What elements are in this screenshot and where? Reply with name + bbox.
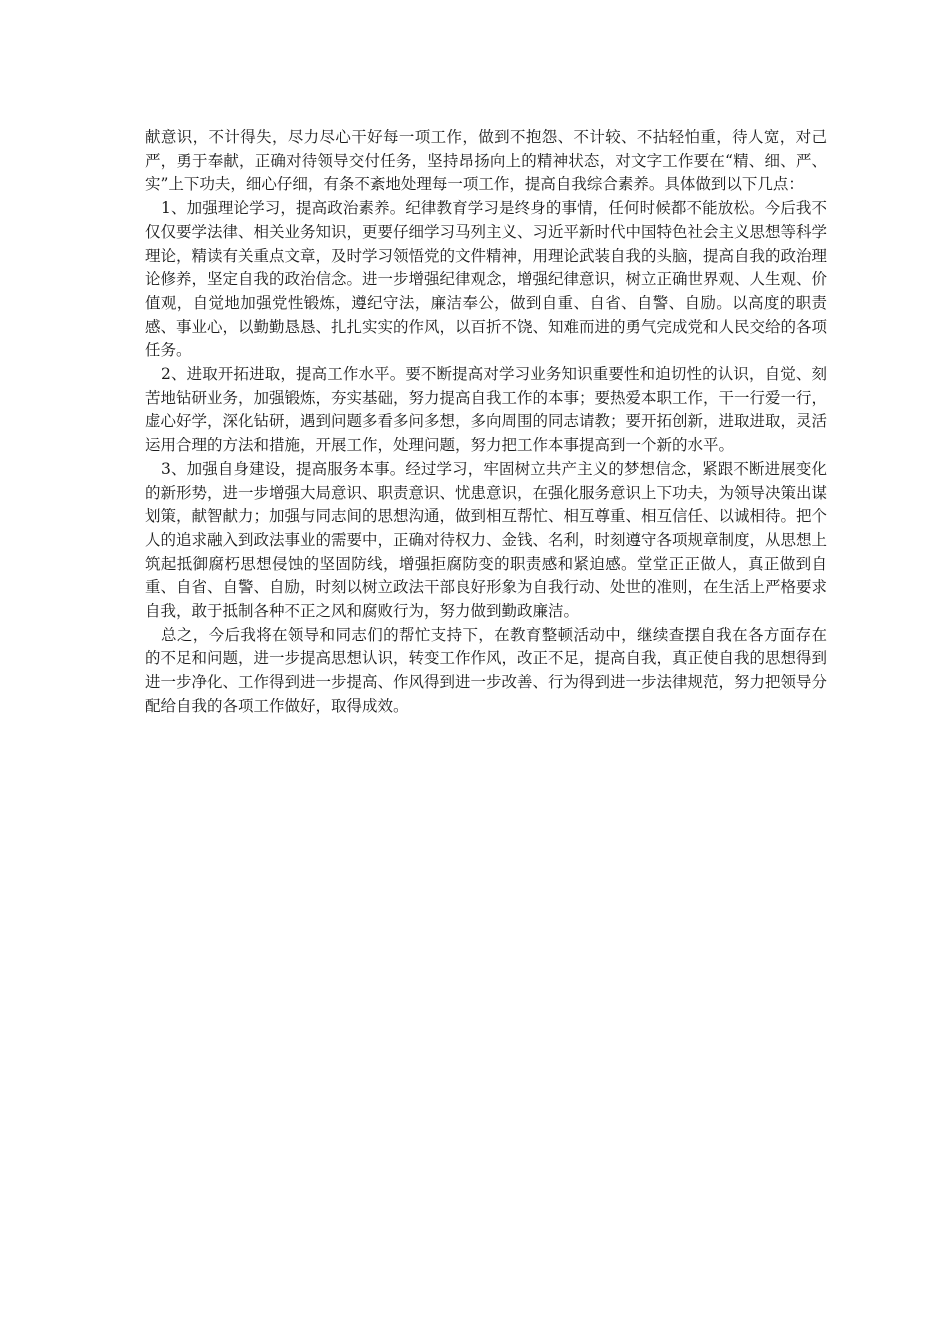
paragraph-point-1: 1、加强理论学习，提高政治素养。纪律教育学习是终身的事情，任何时候都不能放松。今后我不仅仅要学法律、相关业务知识，更要仔细学习马列主义、习近平新时代中国特色社会主义思想等科学理论，精读有关重点文章，及时学习领悟党的文件精神，用理论武装自我的头脑，提高自我的政治理论修养，坚定自我的政治信念。进一步增强纪律观念，增强纪律意识，树立正确世界观、人生观、价值观，自觉地加强党性锻炼，遵纪守法，廉洁奉公，做到自重、自省、自警、自励。以高度的职责感、事业心，以勤勤恳恳、扎扎实实的作风，以百折不饶、知难而进的勇气完成党和人民交给的各项任务。 xyxy=(145,199,828,360)
paragraph-intro: 献意识，不计得失，尽力尽心干好每一项工作，做到不抱怨、不计较、不拈轻怕重，待人宽，对己严，勇于奉献，正确对待领导交付任务，坚持昂扬向上的精神状态，对文字工作要在“精、细、严、实”上下功夫，细心仔细，有条不紊地处理每一项工作，提高自我综合素养。具体做到以下几点： xyxy=(145,128,827,194)
paragraph-conclusion: 总之，今后我将在领导和同志们的帮忙支持下，在教育整顿活动中，继续查摆自我在各方面存在的不足和问题，进一步提高思想认识，转变工作作风，改正不足，提高自我，真正使自我的思想得到进一步净化、工作得到进一步提高、作风得到进一步改善、行为得到进一步法律规范，努力把领导分配给自我的各项工作做好，取得成效。 xyxy=(145,625,828,715)
paragraph-point-2: 2、进取开拓进取，提高工作水平。要不断提高对学习业务知识重要性和迫切性的认识，自觉、刻苦地钻研业务，加强锻炼，夯实基础，努力提高自我工作的本事；要热爱本职工作，干一行爱一行，虚心好学，深化钻研，遇到问题多看多问多想，多向周围的同志请教；要开拓创新，进取进取，灵活运用合理的方法和措施，开展工作，处理问题，努力把工作本事提高到一个新的水平。 xyxy=(145,365,828,455)
document-body xyxy=(145,126,827,719)
paragraph-point-3: 3、加强自身建设，提高服务本事。经过学习，牢固树立共产主义的梦想信念，紧跟不断进展变化的新形势，进一步增强大局意识、职责意识、忧患意识，在强化服务意识上下功夫，为领导决策出谋划策，献智献力；加强与同志间的思想沟通，做到相互帮忙、相互尊重、相互信任、以诚相待。把个人的追求融入到政法事业的需要中，正确对待权力、金钱、名利，时刻遵守各项规章制度，从思想上筑起抵御腐朽思想侵蚀的坚固防线，增强拒腐防变的职责感和紧迫感。堂堂正正做人，真正做到自重、自省、自警、自励，时刻以树立政法干部良好形象为自我行动、处世的准则，在生活上严格要求自我，敢于抵制各种不正之风和腐败行为，努力做到勤政廉洁。 xyxy=(145,459,828,621)
